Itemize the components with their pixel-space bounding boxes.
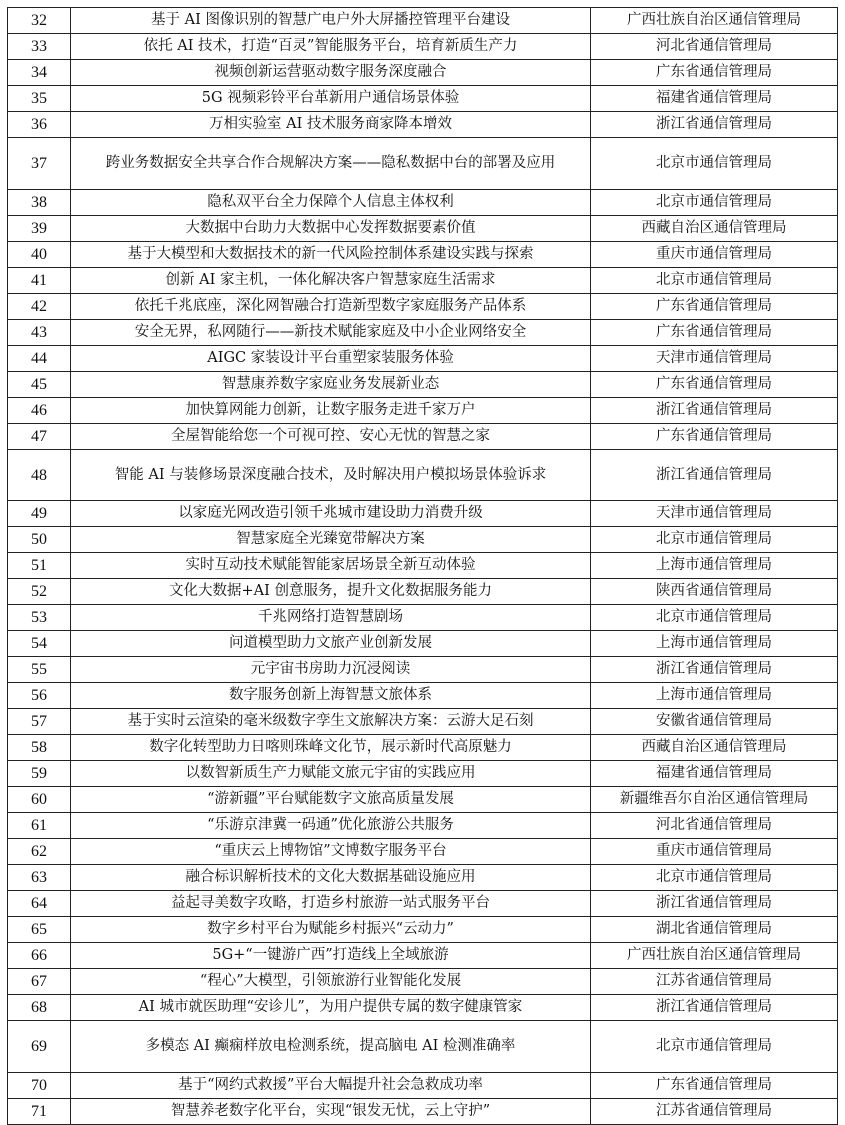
case-title-cell: [71, 215, 591, 241]
organization: 北京市通信管理局: [656, 1038, 772, 1055]
table-row: [8, 657, 838, 683]
row-number: 59: [31, 765, 47, 783]
organization: 广东省通信管理局: [656, 323, 772, 340]
organization: 北京市通信管理局: [656, 271, 772, 288]
organization: 福建省通信管理局: [656, 90, 772, 106]
organization: 广西壮族自治区通信管理局: [627, 12, 801, 28]
table-row: [8, 267, 838, 293]
row-number: 56: [31, 687, 47, 705]
row-number-cell: [8, 917, 71, 943]
row-number-cell: [8, 319, 71, 345]
organization: 上海市通信管理局: [656, 635, 772, 652]
organization: 浙江省通信管理局: [656, 999, 772, 1016]
case-title: AI 城市就医助理“安诊儿”，为用户提供专属的数字健康管家: [138, 999, 523, 1016]
table-row: [8, 917, 838, 943]
row-number: 58: [31, 739, 47, 757]
case-title-cell: [71, 605, 591, 631]
case-title: 加快算网能力创新，让数字服务走进千家万户: [185, 401, 476, 418]
case-title-cell: [71, 1099, 591, 1125]
organization: 浙江省通信管理局: [656, 895, 772, 912]
organization-cell: [591, 605, 838, 631]
row-number-cell: [8, 605, 71, 631]
table-row: [8, 579, 838, 605]
row-number-cell: [8, 787, 71, 813]
row-number-cell: [8, 138, 71, 190]
case-title: 以数智新质生产力赋能文旅元宇宙的实践应用: [185, 765, 476, 782]
organization-cell: [591, 293, 838, 319]
table-row: [8, 371, 838, 397]
row-number-cell: [8, 683, 71, 709]
organization-cell: [591, 371, 838, 397]
organization-cell: [591, 267, 838, 293]
case-title-cell: [71, 657, 591, 683]
case-title: 5G 视频彩铃平台革新用户通信场景体验: [201, 90, 460, 106]
organization: 重庆市通信管理局: [656, 843, 772, 860]
case-title-cell: [71, 865, 591, 891]
case-title: 隐私双平台全力保障个人信息主体权利: [207, 193, 454, 210]
case-title-cell: [71, 397, 591, 423]
case-title-cell: [71, 8, 591, 34]
case-title-cell: [71, 60, 591, 86]
case-title: 全屋智能给您一个可视可控、安心无忧的智慧之家: [171, 427, 490, 444]
row-number: 45: [31, 375, 47, 393]
row-number: 63: [31, 869, 47, 887]
row-number: 50: [31, 531, 47, 549]
organization-cell: [591, 319, 838, 345]
organization: 湖北省通信管理局: [656, 921, 772, 938]
organization: 重庆市通信管理局: [656, 245, 772, 262]
case-list-table: [7, 7, 838, 1125]
case-title-cell: [71, 138, 591, 190]
case-title-cell: [71, 553, 591, 579]
row-number: 67: [31, 973, 47, 991]
row-number-cell: [8, 579, 71, 605]
row-number: 70: [31, 1077, 47, 1095]
row-number-cell: [8, 969, 71, 995]
row-number-cell: [8, 1021, 71, 1073]
case-title-cell: [71, 112, 591, 138]
case-title: 智能 AI 与装修场景深度融合技术，及时解决用户模拟场景体验诉求: [114, 466, 547, 483]
case-title: 基于实时云渲染的毫米级数字孪生文旅解决方案：云游大足石刻: [127, 713, 534, 730]
organization: 陕西省通信管理局: [656, 583, 772, 600]
case-title-cell: [71, 345, 591, 371]
case-title: “乐游京津冀一码通”优化旅游公共服务: [207, 817, 454, 834]
case-title: 多模态 AI 癫痫样放电检测系统，提高脑电 AI 检测准确率: [145, 1038, 516, 1055]
organization-cell: [591, 917, 838, 943]
organization: 西藏自治区通信管理局: [641, 739, 787, 756]
case-title-cell: [71, 319, 591, 345]
row-number: 53: [31, 609, 47, 627]
row-number-cell: [8, 345, 71, 371]
organization-cell: [591, 189, 838, 215]
case-title-cell: [71, 917, 591, 943]
organization-cell: [591, 813, 838, 839]
table-row: [8, 241, 838, 267]
case-title-cell: [71, 683, 591, 709]
row-number-cell: [8, 397, 71, 423]
case-title: 万相实验室 AI 技术服务商家降本增效: [209, 116, 452, 132]
row-number: 38: [31, 193, 47, 211]
organization: 西藏自治区通信管理局: [641, 219, 787, 236]
case-title: 创新 AI 家主机，一体化解决客户智慧家庭生活需求: [165, 271, 496, 288]
row-number-cell: [8, 86, 71, 112]
row-number: 71: [31, 1103, 47, 1121]
table-row: [8, 865, 838, 891]
organization: 浙江省通信管理局: [656, 401, 772, 418]
organization-cell: [591, 631, 838, 657]
row-number: 64: [31, 895, 47, 913]
case-title: 以家庭光网改造引领千兆城市建设助力消费升级: [178, 505, 483, 522]
row-number: 42: [31, 297, 47, 315]
case-title-cell: [71, 709, 591, 735]
case-title: 基于大模型和大数据技术的新一代风险控制体系建设实践与探索: [127, 245, 534, 262]
table-row: [8, 86, 838, 112]
organization-cell: [591, 215, 838, 241]
organization-cell: [591, 112, 838, 138]
organization-cell: [591, 761, 838, 787]
organization: 天津市通信管理局: [656, 349, 772, 366]
case-title: 依托 AI 技术，打造“百灵”智能服务平台，培育新质生产力: [143, 38, 518, 54]
table-row: [8, 969, 838, 995]
row-number-cell: [8, 8, 71, 34]
organization-cell: [591, 8, 838, 34]
organization-cell: [591, 1021, 838, 1073]
row-number-cell: [8, 735, 71, 761]
case-title-cell: [71, 423, 591, 449]
row-number-cell: [8, 423, 71, 449]
organization-cell: [591, 34, 838, 60]
organization: 江苏省通信管理局: [656, 973, 772, 990]
case-title: 千兆网络打造智慧剧场: [258, 609, 403, 626]
case-title: 问道模型助力文旅产业创新发展: [229, 635, 432, 652]
case-title-cell: [71, 527, 591, 553]
organization-cell: [591, 657, 838, 683]
organization: 北京市通信管理局: [656, 609, 772, 626]
case-title: 文化大数据+AI 创意服务，提升文化数据服务能力: [169, 583, 492, 600]
organization: 上海市通信管理局: [656, 687, 772, 704]
organization: 上海市通信管理局: [656, 557, 772, 574]
organization-cell: [591, 735, 838, 761]
row-number-cell: [8, 553, 71, 579]
table-row: [8, 553, 838, 579]
table-row: [8, 215, 838, 241]
organization: 浙江省通信管理局: [656, 466, 772, 483]
case-title-cell: [71, 839, 591, 865]
table-row: [8, 1021, 838, 1073]
organization: 北京市通信管理局: [656, 154, 772, 171]
row-number: 51: [31, 557, 47, 575]
case-title-cell: [71, 735, 591, 761]
organization-cell: [591, 60, 838, 86]
case-title-cell: [71, 189, 591, 215]
organization: 北京市通信管理局: [656, 193, 772, 210]
row-number-cell: [8, 813, 71, 839]
row-number: 46: [31, 401, 47, 419]
organization-cell: [591, 345, 838, 371]
organization-cell: [591, 527, 838, 553]
table-row: [8, 319, 838, 345]
row-number: 36: [31, 116, 47, 133]
table-row: [8, 839, 838, 865]
row-number: 37: [31, 154, 47, 172]
organization: 北京市通信管理局: [656, 531, 772, 548]
organization-cell: [591, 839, 838, 865]
table-row: [8, 189, 838, 215]
organization-cell: [591, 397, 838, 423]
organization-cell: [591, 969, 838, 995]
case-title: 5G+“一键游广西”打造线上全域旅游: [212, 947, 449, 964]
table-row: [8, 813, 838, 839]
table-row: [8, 709, 838, 735]
row-number-cell: [8, 891, 71, 917]
case-title-cell: [71, 293, 591, 319]
row-number: 68: [31, 999, 47, 1017]
row-number: 47: [31, 427, 47, 445]
case-title-cell: [71, 891, 591, 917]
row-number: 49: [31, 505, 47, 523]
row-number-cell: [8, 293, 71, 319]
organization-cell: [591, 891, 838, 917]
case-title: “重庆云上博物馆”文博数字服务平台: [214, 843, 447, 860]
organization: 北京市通信管理局: [656, 869, 772, 886]
case-title: 视频创新运营驱动数字服务深度融合: [214, 64, 447, 80]
row-number-cell: [8, 709, 71, 735]
row-number-cell: [8, 1073, 71, 1099]
organization-cell: [591, 241, 838, 267]
row-number-cell: [8, 865, 71, 891]
table-row: [8, 397, 838, 423]
row-number-cell: [8, 527, 71, 553]
table-row: [8, 527, 838, 553]
case-title-cell: [71, 34, 591, 60]
case-title: 数字服务创新上海智慧文旅体系: [229, 687, 432, 704]
organization: 广东省通信管理局: [656, 297, 772, 314]
table-row: [8, 112, 838, 138]
row-number: 65: [31, 921, 47, 939]
case-title: 大数据中台助力大数据中心发挥数据要素价值: [185, 219, 476, 236]
organization: 广东省通信管理局: [656, 1077, 772, 1094]
row-number-cell: [8, 631, 71, 657]
row-number-cell: [8, 189, 71, 215]
organization-cell: [591, 995, 838, 1021]
table-row: [8, 1099, 838, 1125]
case-title-cell: [71, 1021, 591, 1073]
table-row: [8, 891, 838, 917]
case-title: 安全无界，私网随行——新技术赋能家庭及中小企业网络安全: [134, 323, 527, 340]
organization-cell: [591, 86, 838, 112]
table-row: [8, 761, 838, 787]
organization: 广东省通信管理局: [656, 375, 772, 392]
table-row: [8, 943, 838, 969]
table-body: [8, 8, 838, 1125]
row-number: 62: [31, 843, 47, 861]
row-number-cell: [8, 761, 71, 787]
case-title-cell: [71, 86, 591, 112]
table-row: [8, 345, 838, 371]
row-number: 34: [31, 64, 47, 81]
table-row: [8, 995, 838, 1021]
case-title-cell: [71, 761, 591, 787]
row-number-cell: [8, 267, 71, 293]
case-title: 益起寻美数字攻略，打造乡村旅游一站式服务平台: [171, 895, 490, 912]
case-title: 基于“网约式救援”平台大幅提升社会急救成功率: [178, 1077, 483, 1094]
row-number: 32: [31, 12, 47, 29]
case-title: 实时互动技术赋能智能家居场景全新互动体验: [185, 557, 476, 574]
organization-cell: [591, 1099, 838, 1125]
table-row: [8, 293, 838, 319]
row-number: 33: [31, 38, 47, 55]
table-row: [8, 787, 838, 813]
case-title-cell: [71, 969, 591, 995]
row-number: 35: [31, 90, 47, 107]
organization: 广东省通信管理局: [656, 64, 772, 80]
row-number-cell: [8, 943, 71, 969]
case-title-cell: [71, 943, 591, 969]
table-row: [8, 501, 838, 527]
table-row: [8, 631, 838, 657]
case-title-cell: [71, 267, 591, 293]
table-row: [8, 683, 838, 709]
case-title-cell: [71, 813, 591, 839]
case-title-cell: [71, 501, 591, 527]
organization-cell: [591, 423, 838, 449]
case-title: 元宇宙书房助力沉浸阅读: [250, 661, 411, 678]
organization: 安徽省通信管理局: [656, 713, 772, 730]
organization: 浙江省通信管理局: [656, 116, 772, 132]
organization: 广东省通信管理局: [656, 427, 772, 444]
row-number: 41: [31, 271, 47, 289]
row-number: 54: [31, 635, 47, 653]
table-row: [8, 449, 838, 501]
table-row: [8, 1073, 838, 1099]
case-title: 智慧康养数字家庭业务发展新业态: [221, 375, 440, 392]
row-number: 69: [31, 1038, 47, 1056]
row-number: 48: [31, 466, 47, 484]
table-row: [8, 60, 838, 86]
case-title-cell: [71, 241, 591, 267]
case-title: AIGC 家装设计平台重塑家装服务体验: [207, 349, 454, 366]
organization: 浙江省通信管理局: [656, 661, 772, 678]
case-title: 数字化转型助力日喀则珠峰文化节，展示新时代高原魅力: [149, 739, 512, 756]
row-number-cell: [8, 995, 71, 1021]
case-title: 依托千兆底座，深化网智融合打造新型数字家庭服务产品体系: [134, 297, 527, 314]
organization-cell: [591, 943, 838, 969]
case-title-cell: [71, 579, 591, 605]
case-title-cell: [71, 631, 591, 657]
organization-cell: [591, 865, 838, 891]
row-number: 55: [31, 661, 47, 679]
organization: 新疆维吾尔自治区通信管理局: [619, 791, 809, 808]
row-number-cell: [8, 839, 71, 865]
organization-cell: [591, 683, 838, 709]
organization-cell: [591, 787, 838, 813]
row-number: 60: [31, 791, 47, 809]
row-number: 44: [31, 349, 47, 367]
row-number-cell: [8, 1099, 71, 1125]
row-number-cell: [8, 34, 71, 60]
table-row: [8, 735, 838, 761]
organization-cell: [591, 553, 838, 579]
case-title: 基于 AI 图像识别的智慧广电户外大屏播控管理平台建设: [151, 12, 510, 28]
case-title-cell: [71, 995, 591, 1021]
row-number-cell: [8, 112, 71, 138]
case-title-cell: [71, 1073, 591, 1099]
organization: 河北省通信管理局: [656, 38, 772, 54]
organization-cell: [591, 449, 838, 501]
case-title: 融合标识解析技术的文化大数据基础设施应用: [185, 869, 476, 886]
row-number: 40: [31, 245, 47, 263]
row-number: 39: [31, 219, 47, 237]
case-title: 智慧养老数字化平台，实现“银发无忧，云上守护”: [170, 1103, 491, 1120]
organization-cell: [591, 501, 838, 527]
table-row: [8, 605, 838, 631]
organization: 河北省通信管理局: [656, 817, 772, 834]
case-title: 智慧家庭全光臻宽带解决方案: [236, 531, 425, 548]
case-title: 数字乡村平台为赋能乡村振兴“云动力”: [207, 921, 454, 938]
row-number: 52: [31, 583, 47, 601]
organization-cell: [591, 1073, 838, 1099]
table-row: [8, 138, 838, 190]
row-number-cell: [8, 657, 71, 683]
row-number: 66: [31, 947, 47, 965]
organization: 广西壮族自治区通信管理局: [627, 947, 801, 964]
table-row: [8, 423, 838, 449]
organization: 江苏省通信管理局: [656, 1103, 772, 1120]
case-title-cell: [71, 787, 591, 813]
row-number: 61: [31, 817, 47, 835]
row-number-cell: [8, 60, 71, 86]
case-title: “程心”大模型，引领旅游行业智能化发展: [199, 973, 462, 990]
row-number-cell: [8, 449, 71, 501]
row-number-cell: [8, 501, 71, 527]
organization-cell: [591, 138, 838, 190]
table-row: [8, 8, 838, 34]
case-title-cell: [71, 449, 591, 501]
case-title: “游新疆”平台赋能数字文旅高质量发展: [207, 791, 454, 808]
row-number: 57: [31, 713, 47, 731]
table-row: [8, 34, 838, 60]
case-title-cell: [71, 371, 591, 397]
case-title: 跨业务数据安全共享合作合规解决方案——隐私数据中台的部署及应用: [105, 154, 556, 171]
row-number: 43: [31, 323, 47, 341]
row-number-cell: [8, 241, 71, 267]
organization: 福建省通信管理局: [656, 765, 772, 782]
organization: 天津市通信管理局: [656, 505, 772, 522]
organization-cell: [591, 709, 838, 735]
row-number-cell: [8, 371, 71, 397]
row-number-cell: [8, 215, 71, 241]
organization-cell: [591, 579, 838, 605]
